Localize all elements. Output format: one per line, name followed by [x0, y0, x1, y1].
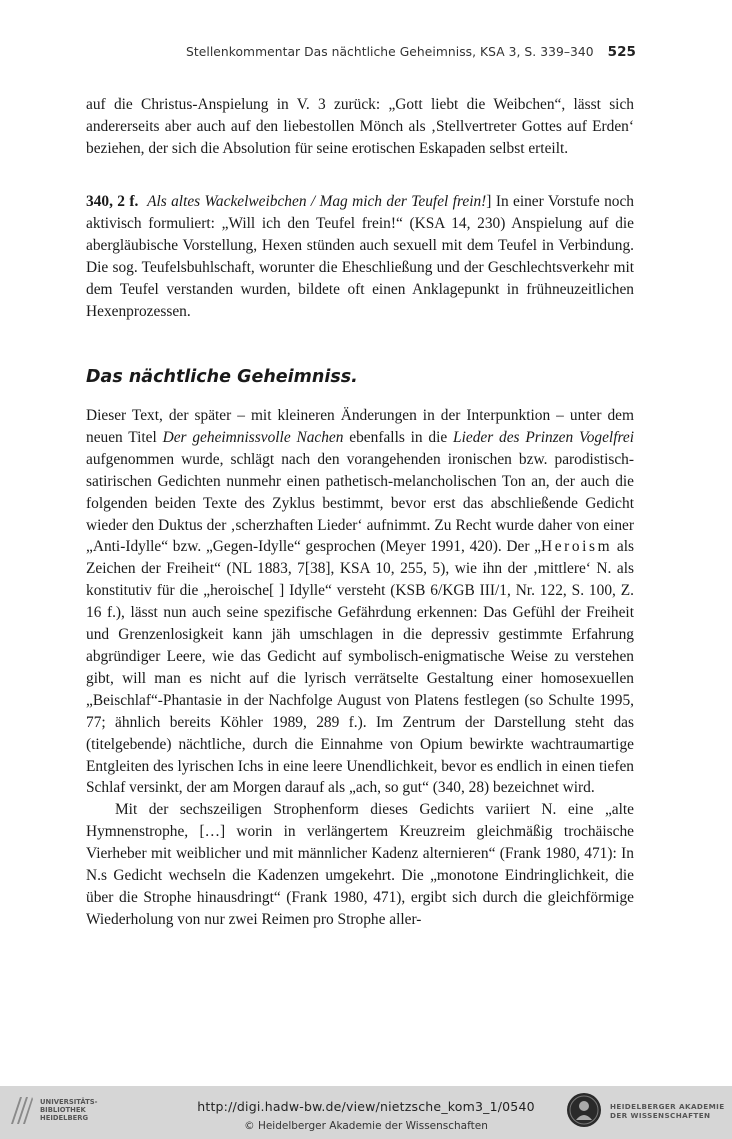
- page-number: 525: [607, 44, 636, 60]
- second-paragraph: Mit der sechszeiligen Strophenform dieses Gedichts variiert N. eine „alte Hymnenstrophe, […] worin in verlängertem Kreuzreim gleichmäßig trochäische Vierheber mit weiblicher und mit männlicher Kadenz alternieren“ (Frank 1980, 471): In N.s Gedicht wechseln die Kadenzen umgekehrt. Die „monotone Eindringlichkeit, die über die Strophe hinausdringt“ (Frank 1980, 471), ergibt sich durch die gleichförmige Wiederholung von nur zwei Reimen pro Strophe aller-: [86, 801, 634, 928]
- academy-name-line: DER WISSENSCHAFTEN: [610, 1111, 711, 1120]
- lemma-bracket: ]: [486, 193, 492, 210]
- academy-name: [610, 1102, 725, 1120]
- text-run: ebenfalls in die: [349, 428, 448, 446]
- academy-seal-icon: [566, 1092, 602, 1128]
- work-title: Lieder des Prinzen Vogelfrei: [453, 428, 634, 446]
- text-run: als Zeichen der Freiheit“ (NL 1883, 7[38], KSA 10, 255, 5), wie ihn der ‚mittlere‘ N. als konstitutiv für die „heroische[ ] Idylle“ versteht (KSB 6/KGB III/1, Nr. 122, S. 100, Z. 16 f.), lässt nun auch seine spezifische Gefährdung erkennen: Das Gefühl der Freiheit und Grenzenlosigkeit kann jäh umschlagen in die depressiv gestimmte Erfahrung abgründiger Leere, wie das Gedicht auf symbolisch-enigmatische Weise zu verstehen gibt, will man es nicht auf die lyrisch verrätselte Gestaltung einer homosexuellen „Beischlaf“-Phantasie in der Nachfolge August von Platens festlegen (so Schulte 1995, 77; ähnlich bereits Köhler 1989, 289 f.). Im Zentrum der Darstellung steht das (titelgebende) nächtliche, durch die Einnahme von Opium bewirkte wachtraumartige Entgleiten des lyrischen Ichs in eine leere Unendlichkeit, bevor es endlich in einen tiefen Schlaf versinkt, der am Morgen darauf als „ach, so gut“ (340, 28) bezeichnet wird.: [86, 538, 634, 797]
- source-url-link[interactable]: http://digi.hadw-bw.de/view/nietzsche_kom3_1/0540: [197, 1099, 535, 1114]
- lemma-quote: Als altes Wackelweibchen / Mag mich der Teufel frein!: [147, 193, 487, 210]
- running-title: Stellenkommentar Das nächtliche Geheimniss, KSA 3, S. 339–340: [186, 45, 594, 59]
- digitization-footer: [0, 1086, 732, 1139]
- entry-paragraph: [86, 191, 634, 322]
- library-name-line: UNIVERSITÄTS-: [40, 1098, 98, 1106]
- main-commentary: [86, 405, 634, 931]
- line-reference: 340, 2 f.: [86, 193, 139, 210]
- text-run: Dieser Text, der später – mit kleineren Änderungen in der Interpunktion – unter dem neuen Titel: [86, 407, 634, 446]
- library-name-line: HEIDELBERG: [40, 1114, 89, 1122]
- work-title: Der geheimnissvolle Nachen: [162, 428, 344, 446]
- entry-text: In einer Vorstufe noch aktivisch formuliert: „Will ich den Teufel frein!“ (KSA 14, 230) Anspielung auf die abergläubische Vorstellung, Hexen stünden auch sexuell mit dem Teufel in Verbindung. Die sog. Teufelsbuhlschaft, worunter die Eheschließung und der Geschlechtsverkehr mit dem Teufel verstanden wurden, bildete oft einen Anklagepunkt in frühneuzeitlichen Hexenprozessen.: [86, 193, 634, 320]
- text-run: aufgenommen wurde, schlägt nach den vorangehenden ironischen bzw. parodistisch-satirischen Gedichten nunmehr einen pathetisch-melancholischen Ton an, der auch die folgenden beiden Texte des Zyklus bestimmt, bevor erst das abschließende Gedicht wieder den Duktus der ‚scherzhaften Lieder‘ aufnimmt. Zu Recht wurde daher von einer „Anti-Idylle“ bzw. „Gegen-Idylle“ gesprochen (Meyer 1991, 420). Der „: [86, 450, 634, 556]
- intro-paragraph: [86, 405, 634, 799]
- commentary-entry-340-2: [86, 191, 634, 322]
- copyright-notice: © Heidelberger Akademie der Wissenschaften: [244, 1120, 488, 1132]
- running-header: [86, 44, 636, 60]
- library-name-line: BIBLIOTHEK: [40, 1106, 86, 1114]
- academy-name-line: HEIDELBERGER AKADEMIE: [610, 1102, 725, 1111]
- paragraph-text: auf die Christus-Anspielung in V. 3 zurück: „Gott liebt die Weibchen“, lässt sich andererseits aber auch auf den liebestollen Mönch als ‚Stellvertreter Gottes auf Erden‘ beziehen, der sich die Absolution für seine erotischen Eskapaden selbst erteilt.: [86, 96, 634, 157]
- section-heading: Das nächtliche Geheimniss.: [86, 367, 358, 387]
- spaced-quote: Heroism: [540, 538, 613, 556]
- commentary-paragraph-1: [86, 94, 634, 160]
